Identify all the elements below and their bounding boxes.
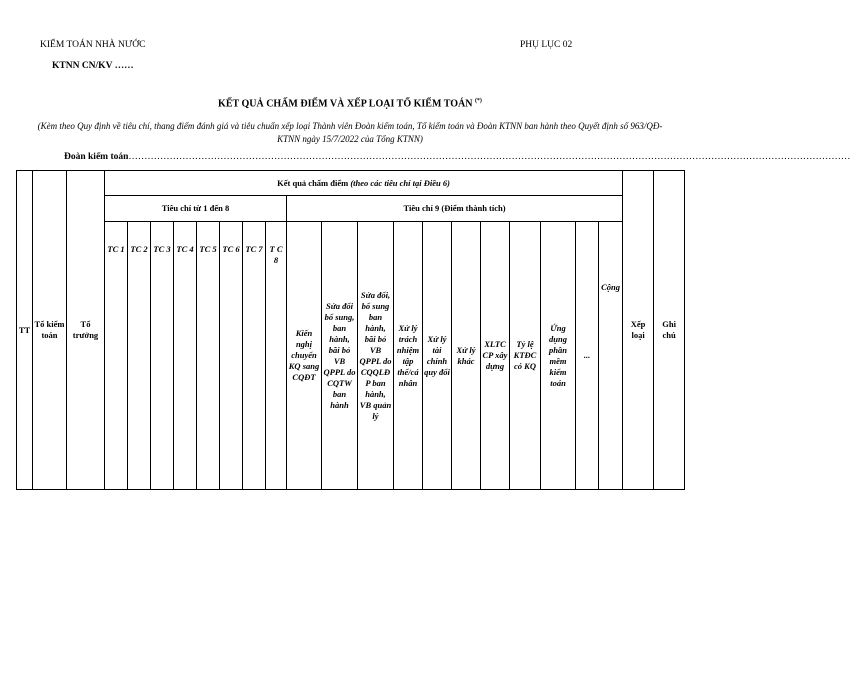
doan-label: Đoàn kiểm toán <box>64 152 129 162</box>
group-tc-1-8: Tiêu chí từ 1 đến 8 <box>105 196 287 222</box>
doan-fill-dots: ………………………………………………………………………………………………………………………………………………………………………………………………………… <box>128 152 850 162</box>
col-tc5: TC 5 <box>197 222 220 490</box>
col-xep-loai: Xếp loại <box>623 171 654 490</box>
col-to-truong: Tổ trưởng <box>67 171 105 490</box>
col-ty-le-ktdc: Tỷ lệ KTĐC có KQ <box>510 222 541 490</box>
col-vb-qppl-cqtw: Sửa đổi bổ sung, ban hành, bãi bỏ VB QPPL do CQTW ban hành <box>322 222 358 490</box>
group-tc-9: Tiêu chí 9 (Điểm thành tích) <box>287 196 623 222</box>
col-xu-ly-trach-nhiem: Xử lý trách nhiệm tập thể/cá nhân <box>394 222 423 490</box>
col-tc6: TC 6 <box>220 222 243 490</box>
title-text: KẾT QUẢ CHẤM ĐIỂM VÀ XẾP LOẠI TỔ KIỂM TOÁN <box>218 98 473 110</box>
title-footnote: (*) <box>474 98 482 104</box>
col-vb-qppl-cqqldp: Sửa đổi, bổ sung ban hành, bãi bỏ VB QPPL do CQQLĐP ban hành, VB quản lý <box>358 222 394 490</box>
org-name: KIỂM TOÁN NHÀ NƯỚC <box>40 40 146 50</box>
score-table <box>16 170 685 490</box>
document-title <box>0 98 700 109</box>
col-tc7: TC 7 <box>243 222 266 490</box>
col-tt: TT <box>17 171 33 490</box>
col-ellipsis: ... <box>576 222 599 490</box>
col-ghi-chu: Ghi chú <box>654 171 685 490</box>
col-tc3: TC 3 <box>151 222 174 490</box>
col-tc2: TC 2 <box>128 222 151 490</box>
col-tc1: TC 1 <box>105 222 128 490</box>
col-cong: Cộng <box>599 222 623 490</box>
col-ung-dung-phan-mem: Ứng dụng phần mềm kiểm toán <box>541 222 576 490</box>
document-subtitle: (Kèm theo Quy định về tiêu chí, thang điểm đánh giá và tiêu chuẩn xếp loại Thành viên Đoàn kiểm toán, Tổ kiểm toán và Đoàn KTNN ban hành theo Quyết định số 963/QĐ-KTNN ngày 15/7/2022 của Tổng KTNN) <box>37 121 663 144</box>
appendix-label: PHỤ LỤC 02 <box>520 40 573 50</box>
col-xu-ly-tai-chinh: Xử lý tài chính quy đổi <box>423 222 452 490</box>
unit-name: KTNN CN/KV …… <box>52 61 134 71</box>
group-ket-qua-note: (theo các tiêu chí tại Điều 6) <box>350 177 450 188</box>
col-xltc-cp-xay-dung: XLTC CP xây dựng <box>481 222 510 490</box>
doan-kiem-toan-line <box>64 152 850 162</box>
col-xu-ly-khac: Xử lý khác <box>452 222 481 490</box>
group-ket-qua <box>105 171 623 196</box>
col-to-kiem-toan: Tổ kiểm toán <box>33 171 67 490</box>
col-tc4: TC 4 <box>174 222 197 490</box>
group-ket-qua-label: Kết quả chấm điểm <box>277 177 351 188</box>
col-kien-nghi-cqdt: Kiến nghị chuyển KQ sang CQĐT <box>287 222 322 490</box>
col-tc8: T C 8 <box>266 222 287 490</box>
